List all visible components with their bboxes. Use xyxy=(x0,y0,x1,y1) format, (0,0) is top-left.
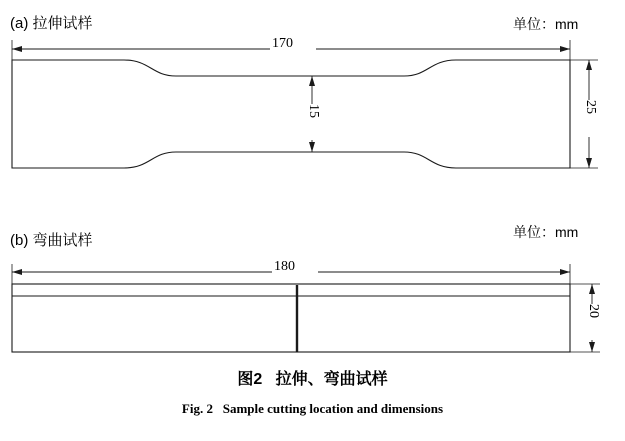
caption-cn-text: 拉伸、弯曲试样 xyxy=(275,371,388,388)
panel-a-unit-label: 单位：mm xyxy=(513,16,579,32)
caption-english xyxy=(0,401,625,417)
caption-cn-number: 2 xyxy=(253,371,263,388)
caption-chinese xyxy=(0,366,625,389)
dim-180-text: 180 xyxy=(274,259,295,274)
arrow-180-left xyxy=(12,269,22,275)
caption-en-number: 2 xyxy=(206,401,213,416)
panel-a-label: (a) 拉伸试样 xyxy=(10,15,93,32)
dim-170-text: 170 xyxy=(272,36,293,51)
caption-en-text: Sample cutting location and dimensions xyxy=(222,401,444,416)
arrow-20-bottom xyxy=(589,342,595,352)
dim-25-text: 25 xyxy=(583,100,598,114)
arrow-180-right xyxy=(560,269,570,275)
panel-b-label: (b) 弯曲试样 xyxy=(10,232,93,249)
dim-15-text: 15 xyxy=(306,104,321,118)
panel-b-unit-label: 单位：mm xyxy=(513,224,579,240)
bending-outline xyxy=(12,284,570,352)
arrow-20-top xyxy=(589,284,595,294)
caption-en-prefix: Fig. xyxy=(181,401,204,416)
caption-cn-prefix: 图 xyxy=(237,371,254,388)
dim-20-text: 20 xyxy=(586,304,601,318)
